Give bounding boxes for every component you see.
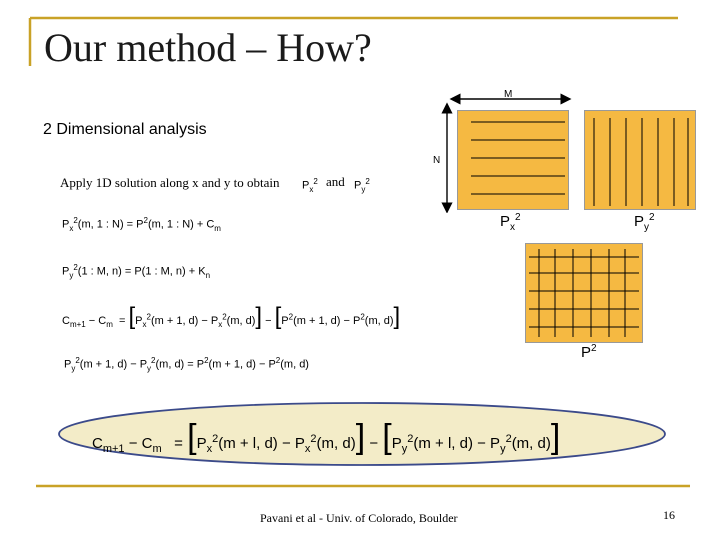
equation-px2: $P_x^2(m$, 1 : $N) = P^2(m$, 1 : $N) + C_m$ [62,216,221,233]
and-text: and [326,174,345,189]
p2-grid [525,243,643,343]
p2-label: $P^2$ [581,343,597,361]
section-heading: 2 Dimensional analysis [43,121,207,138]
py2-label: $P_y^2$ [634,212,655,233]
equation-py2: $P_y^2(1$ : M, n) = P(1 : M, $n) + K_n$ [62,263,211,280]
equation-c-diff: $C_{m+1} - C_m = [P_x^2(m + 1$, $d) - P_x^2(m$, $d)] - [P^2(m + 1$, $d) - P^2(m$, d)] [62,303,401,330]
equation-final: $C_{m+1} - C_m = [P_x^2(m + l$, $d) - P_x^2(m$, $d)] - [P_y^2(m + l$, $d) - P_y^2(m$, d)] [92,418,561,456]
footer-credit: Pavani et al - Univ. of Colorado, Boulder [260,511,458,525]
m-label: M [504,89,513,100]
px2-inline: $P_x^2$ [302,177,318,194]
px2-label: $P_x^2$ [500,212,521,233]
slide-title: Our method – How? [44,25,372,70]
n-label: N [433,155,441,166]
apply-text: Apply 1D solution along x and y to obtain [60,175,280,190]
equation-py2-diff: $P_y^2(m + 1$, $d) - P_y^2(m$, $d) = P^2(m + 1$, $d) - P^2(m$, d) [64,356,309,373]
px2-grid [457,110,569,210]
py2-inline: $P_y^2$ [354,177,370,194]
py2-grid [584,110,696,210]
page-number: 16 [663,508,675,522]
